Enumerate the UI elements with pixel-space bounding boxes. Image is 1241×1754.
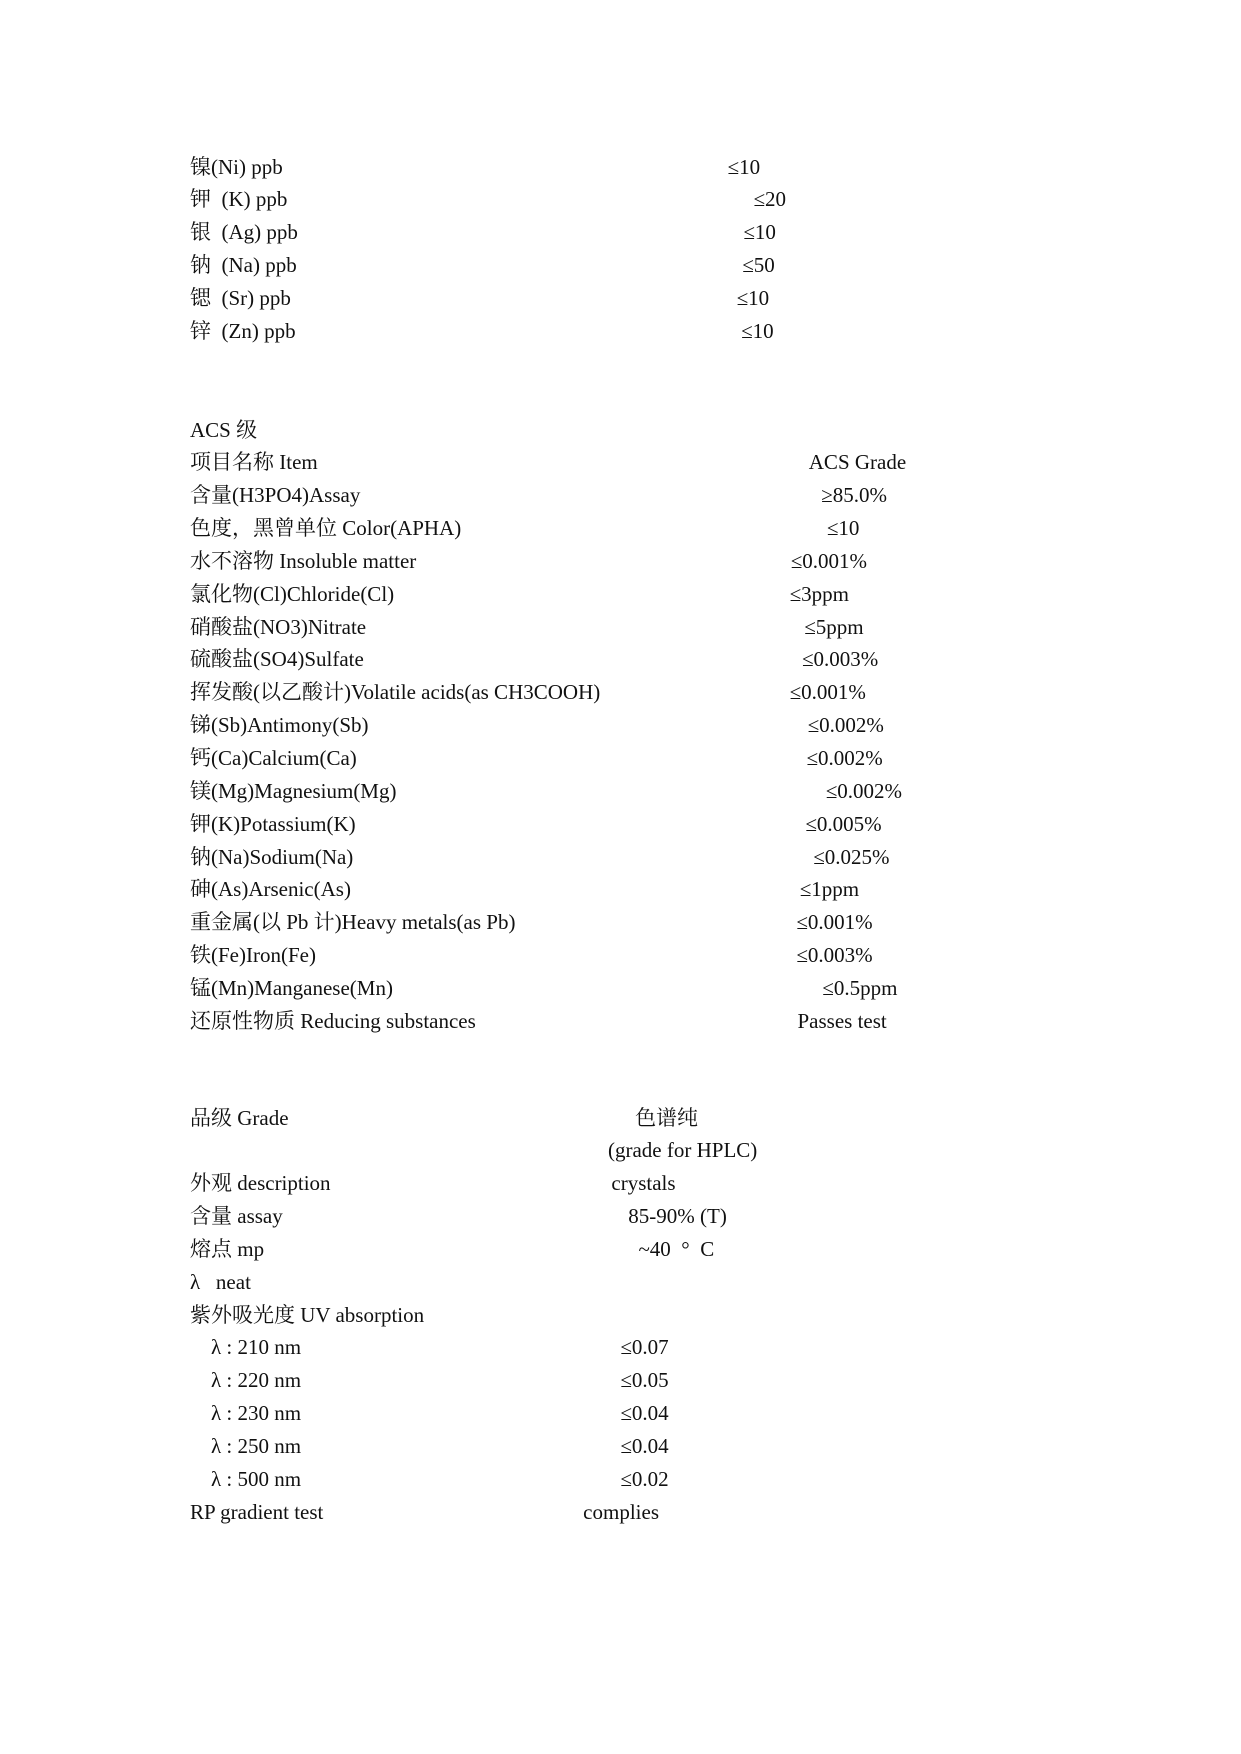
row-value: ≤10 (826, 516, 860, 541)
spec-row (0, 1134, 1241, 1167)
spec-row (0, 643, 1241, 676)
row-value: ≤0.5ppm (822, 975, 898, 1000)
spec-row (0, 578, 1241, 611)
row-value: ≤0.04 (620, 1434, 669, 1458)
row-value: ACS Grade (808, 450, 907, 475)
row-label: 镍(Ni) ppb (190, 154, 283, 179)
row-label: 外观 description (190, 1171, 331, 1196)
row-value: ≤20 (753, 187, 787, 212)
row-label: 水不溶物 Insoluble matter (190, 548, 417, 573)
row-label: 钾(K)Potassium(K) (190, 811, 356, 836)
row-value: ≤0.002% (807, 713, 884, 738)
row-label: 含量 assay (190, 1204, 283, 1229)
spec-row (0, 446, 1241, 479)
row-label: λ : 500 nm (190, 1466, 302, 1491)
spec-row (0, 841, 1241, 874)
row-value: ≤0.07 (620, 1335, 669, 1360)
row-label: 氯化物(Cl)Chloride(Cl) (190, 581, 395, 606)
row-label: 银 (Ag) ppb (190, 220, 298, 245)
row-value: ~40 ° C (638, 1236, 715, 1261)
spec-row (0, 709, 1241, 742)
spec-row (0, 512, 1241, 545)
row-value: ≤3ppm (789, 581, 849, 606)
row-value: ≤10 (727, 154, 761, 179)
row-label: λ : 220 nm (190, 1368, 302, 1393)
row-value: 色谱纯 (635, 1105, 699, 1130)
row-value: ≤0.02 (620, 1466, 669, 1491)
spec-row (0, 1496, 1241, 1529)
row-value: ≤0.002% (825, 778, 902, 803)
spec-row (0, 808, 1241, 841)
row-value: ≤1ppm (799, 877, 860, 902)
row-label: 锶 (Sr) ppb (190, 285, 291, 310)
row-value: 85-90% (T) (628, 1204, 727, 1229)
spec-row (0, 282, 1241, 315)
row-label: 铁(Fe)Iron(Fe) (190, 943, 316, 968)
spec-row (0, 1364, 1241, 1397)
spec-row (0, 742, 1241, 775)
spec-row (0, 249, 1241, 282)
row-value: ≤0.002% (806, 746, 883, 770)
spec-row (0, 1397, 1241, 1430)
spec-row (0, 183, 1241, 216)
row-label: λ : 230 nm (190, 1401, 302, 1426)
row-value: ≥85.0% (821, 483, 887, 508)
row-value: ≤0.025% (813, 844, 890, 869)
row-label: RP gradient test (190, 1499, 324, 1524)
row-value: Passes test (797, 1008, 887, 1033)
row-label: 钠(Na)Sodium(Na) (190, 844, 354, 869)
spec-row (0, 1430, 1241, 1463)
spec-row (0, 545, 1241, 578)
row-value: ≤10 (736, 285, 770, 310)
row-label: λ : 250 nm (190, 1434, 302, 1458)
row-label: 硫酸盐(SO4)Sulfate (190, 647, 364, 672)
row-label: 项目名称 Item (190, 450, 318, 475)
row-value: ≤10 (743, 220, 776, 245)
spec-row (0, 906, 1241, 939)
row-value: ≤50 (742, 253, 775, 278)
spec-row (0, 676, 1241, 709)
row-label: λ : 210 nm (190, 1335, 302, 1360)
spec-row (0, 315, 1241, 348)
row-value: ≤0.001% (796, 910, 873, 935)
spec-row (0, 216, 1241, 249)
spec-row (0, 1266, 1241, 1299)
row-value: crystals (611, 1171, 676, 1196)
row-label: 砷(As)Arsenic(As) (190, 877, 351, 902)
row-value: ≤0.001% (790, 548, 867, 573)
spec-row (0, 1102, 1241, 1135)
row-label: 锑(Sb)Antimony(Sb) (190, 713, 369, 738)
row-value: ≤0.05 (620, 1368, 669, 1393)
spec-row (0, 873, 1241, 906)
row-label: 含量(H3PO4)Assay (190, 483, 361, 508)
row-label: 重金属(以 Pb 计)Heavy metals(as Pb) (190, 910, 516, 935)
spec-row (0, 151, 1241, 184)
spec-row (0, 1200, 1241, 1233)
spec-row (0, 775, 1241, 808)
row-value: (grade for HPLC) (607, 1138, 758, 1163)
row-value: ≤0.005% (805, 811, 882, 836)
row-label: 品级 Grade (190, 1105, 289, 1130)
row-label: 钠 (Na) ppb (190, 253, 297, 278)
row-label: 硝酸盐(NO3)Nitrate (190, 614, 367, 639)
spec-row (0, 1331, 1241, 1364)
section-title (0, 414, 1241, 447)
row-label: λ neat (190, 1269, 251, 1294)
spec-row (0, 1005, 1241, 1038)
row-value: ≤0.001% (789, 680, 866, 705)
row-value: ≤0.04 (620, 1401, 669, 1426)
row-label: 熔点 mp (190, 1236, 265, 1261)
row-label: 镁(Mg)Magnesium(Mg) (190, 778, 397, 803)
row-label: 紫外吸光度 UV absorption (190, 1302, 425, 1327)
row-label: 色度，黑曾单位 Color(APHA) (190, 516, 462, 541)
row-label: 挥发酸(以乙酸计)Volatile acids(as CH3COOH) (190, 680, 601, 705)
row-label: 锰(Mn)Manganese(Mn) (190, 975, 393, 1000)
spec-row (0, 939, 1241, 972)
row-value: ≤0.003% (802, 647, 879, 672)
spec-row (0, 611, 1241, 644)
spec-row (0, 1299, 1241, 1332)
row-value: ≤5ppm (804, 614, 864, 639)
spec-row (0, 972, 1241, 1005)
row-value: complies (583, 1499, 659, 1524)
row-label: 锌 (Zn) ppb (190, 318, 296, 343)
spec-row (0, 479, 1241, 512)
row-label: 钾 (K) ppb (190, 187, 288, 212)
row-label: 钙(Ca)Calcium(Ca) (190, 746, 357, 770)
row-label: ACS 级 (190, 417, 258, 442)
row-value: ≤0.003% (796, 943, 873, 968)
row-label: 还原性物质 Reducing substances (190, 1008, 476, 1033)
spec-row (0, 1463, 1241, 1496)
spec-row (0, 1167, 1241, 1200)
row-value: ≤10 (741, 318, 774, 343)
spec-row (0, 1233, 1241, 1266)
